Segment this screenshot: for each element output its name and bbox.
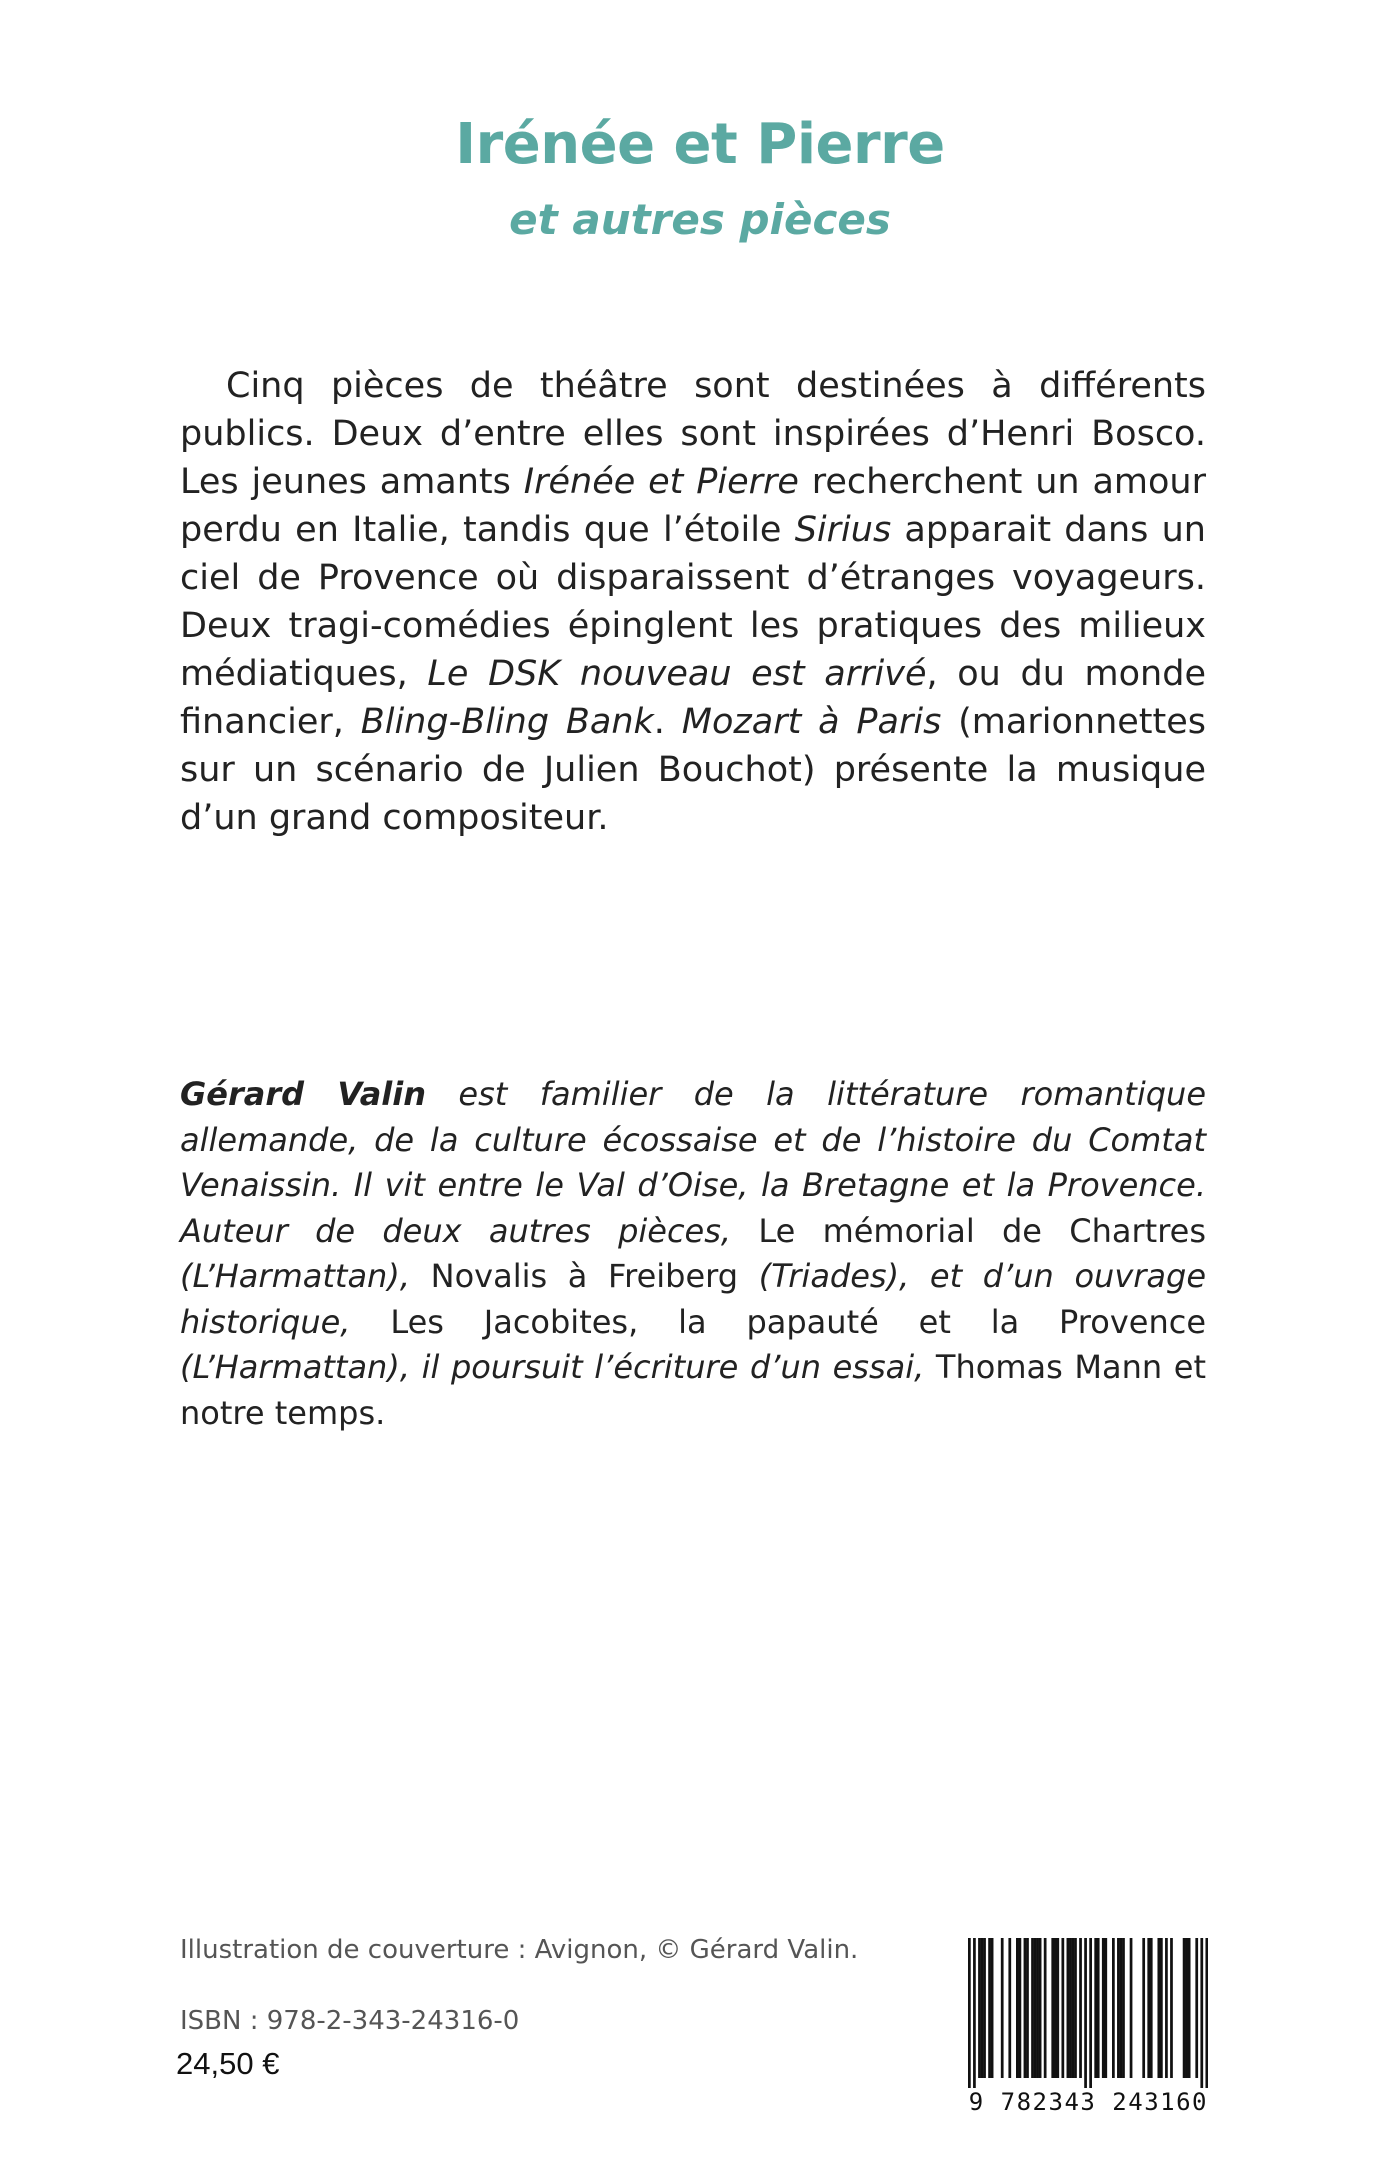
barcode [968,1938,1208,2098]
barcode-bar [1150,1938,1153,2078]
barcode-bar [1170,1938,1173,2078]
barcode-bar [1079,1938,1082,2078]
play-title: Irénée et Pierre [523,462,799,502]
barcode-bar [1122,1938,1125,2078]
barcode-bar [1157,1938,1160,2078]
blurb-text: recherchent un amour perdu en Italie, tandis que l’étoile [180,462,1206,550]
blurb-text: apparait dans un ciel de Provence où disparaissent d’étranges voyageurs. Deux tragi-comédies épinglent les pratiques des milieux médiatiques, [180,510,1206,694]
work-title: Le mémorial de Chartres [758,1211,1207,1250]
barcode-bar [1019,1938,1022,2078]
barcode-bar [1142,1938,1145,2078]
book-subtitle: et autres pièces [509,195,891,244]
barcode-bar [1094,1938,1097,2078]
bio-text: (L’Harmattan), [180,1257,431,1295]
barcode-bar [983,1938,986,2078]
barcode-bar [991,1938,994,2078]
barcode-bar [1097,1938,1100,2078]
play-title: Mozart à Paris [681,702,942,742]
bio-text: est familier de la littérature romantique allemande, de la culture écossaise et de l’histoire du Comtat Venaissin. Il vit entre le Val d’Oise, la Bretagne et la Provence. Auteur de deux autres pièces, [180,1075,1207,1250]
barcode-bar [1039,1938,1042,2078]
barcode-bar [1183,1938,1186,2078]
barcode-bar [1104,1938,1107,2078]
barcode-bar [1069,1938,1072,2078]
barcode-bar [1056,1938,1059,2078]
barcode-bar [1001,1938,1004,2078]
barcode-bar [981,1938,984,2078]
cover-credit: Illustration de couverture : Avignon, © Gérard Valin. [180,1935,859,1965]
barcode-bar [988,1938,991,2078]
barcode-bar [1051,1938,1054,2078]
barcode-bar [1016,1938,1019,2078]
barcode-bar [973,1938,976,2088]
barcode-bar [968,1938,971,2088]
barcode-bar [1026,1938,1029,2078]
work-title: Novalis à Freiberg [430,1257,739,1295]
blurb-paragraph [180,362,1206,842]
blurb-text: Cinq pièces de théâtre sont destinées à différents publics. Deux d’entre elles sont inspirées d’Henri Bosco. Les jeunes amants [180,366,1206,502]
barcode-bar [1195,1938,1198,2078]
barcode-bar [1034,1938,1037,2078]
barcode-digits: 9 782343 243160 [968,2088,1208,2116]
barcode-bar [1165,1938,1168,2078]
barcode-bar [1044,1938,1047,2078]
barcode-bar [1112,1938,1115,2078]
work-title: Thomas Mann et notre temps [180,1348,1207,1432]
bio-text: . [375,1393,386,1432]
price: 24,50 € [176,2046,280,2081]
bio-text: (L’Harmattan), il poursuit l’écriture d’un essai, [180,1348,936,1386]
barcode-bar [1102,1938,1105,2078]
blurb-text: . [653,702,682,742]
author-bio [180,1072,1206,1436]
barcode-bar [1120,1938,1123,2078]
play-title: Bling-Bling Bank [360,702,654,742]
barcode-bar [978,1938,981,2078]
barcode-bar [1074,1938,1077,2078]
barcode-bar [1117,1938,1120,2078]
barcode-bar [1061,1938,1064,2078]
barcode-bar [1054,1938,1057,2078]
isbn: ISBN : 978-2-343-24316-0 [180,2006,520,2036]
barcode-bar [1205,1938,1208,2088]
work-title: Les Jacobites, la papauté et la Provence [390,1302,1207,1341]
barcode-bar [1130,1938,1133,2078]
barcode-bar [1200,1938,1203,2088]
play-title: Sirius [794,510,892,550]
barcode-bar [1188,1938,1191,2078]
author-name: Gérard Valin [180,1075,427,1113]
barcode-bar [1147,1938,1150,2078]
barcode-bar [1089,1938,1092,2088]
barcode-bar [1084,1938,1087,2088]
barcode-bar [1067,1938,1070,2078]
barcode-bar [1185,1938,1188,2078]
barcode-bars [968,1938,1208,2088]
blurb-text: , ou du monde financier, [180,654,1206,742]
bio-text: (Triades), et d’un ouvrage historique, [180,1257,1207,1341]
play-title: Le DSK nouveau est arrivé [427,654,927,694]
barcode-bar [1008,1938,1011,2078]
barcode-bar [1036,1938,1039,2078]
barcode-bar [1160,1938,1163,2078]
barcode-bar [1072,1938,1075,2078]
blurb-text: (marionnettes sur un scénario de Julien Bouchot) présente la musique d’un grand compositeur. [180,702,1206,838]
book-title: Irénée et Pierre [455,112,945,177]
barcode-bar [1024,1938,1027,2078]
barcode-bar [1031,1938,1034,2078]
